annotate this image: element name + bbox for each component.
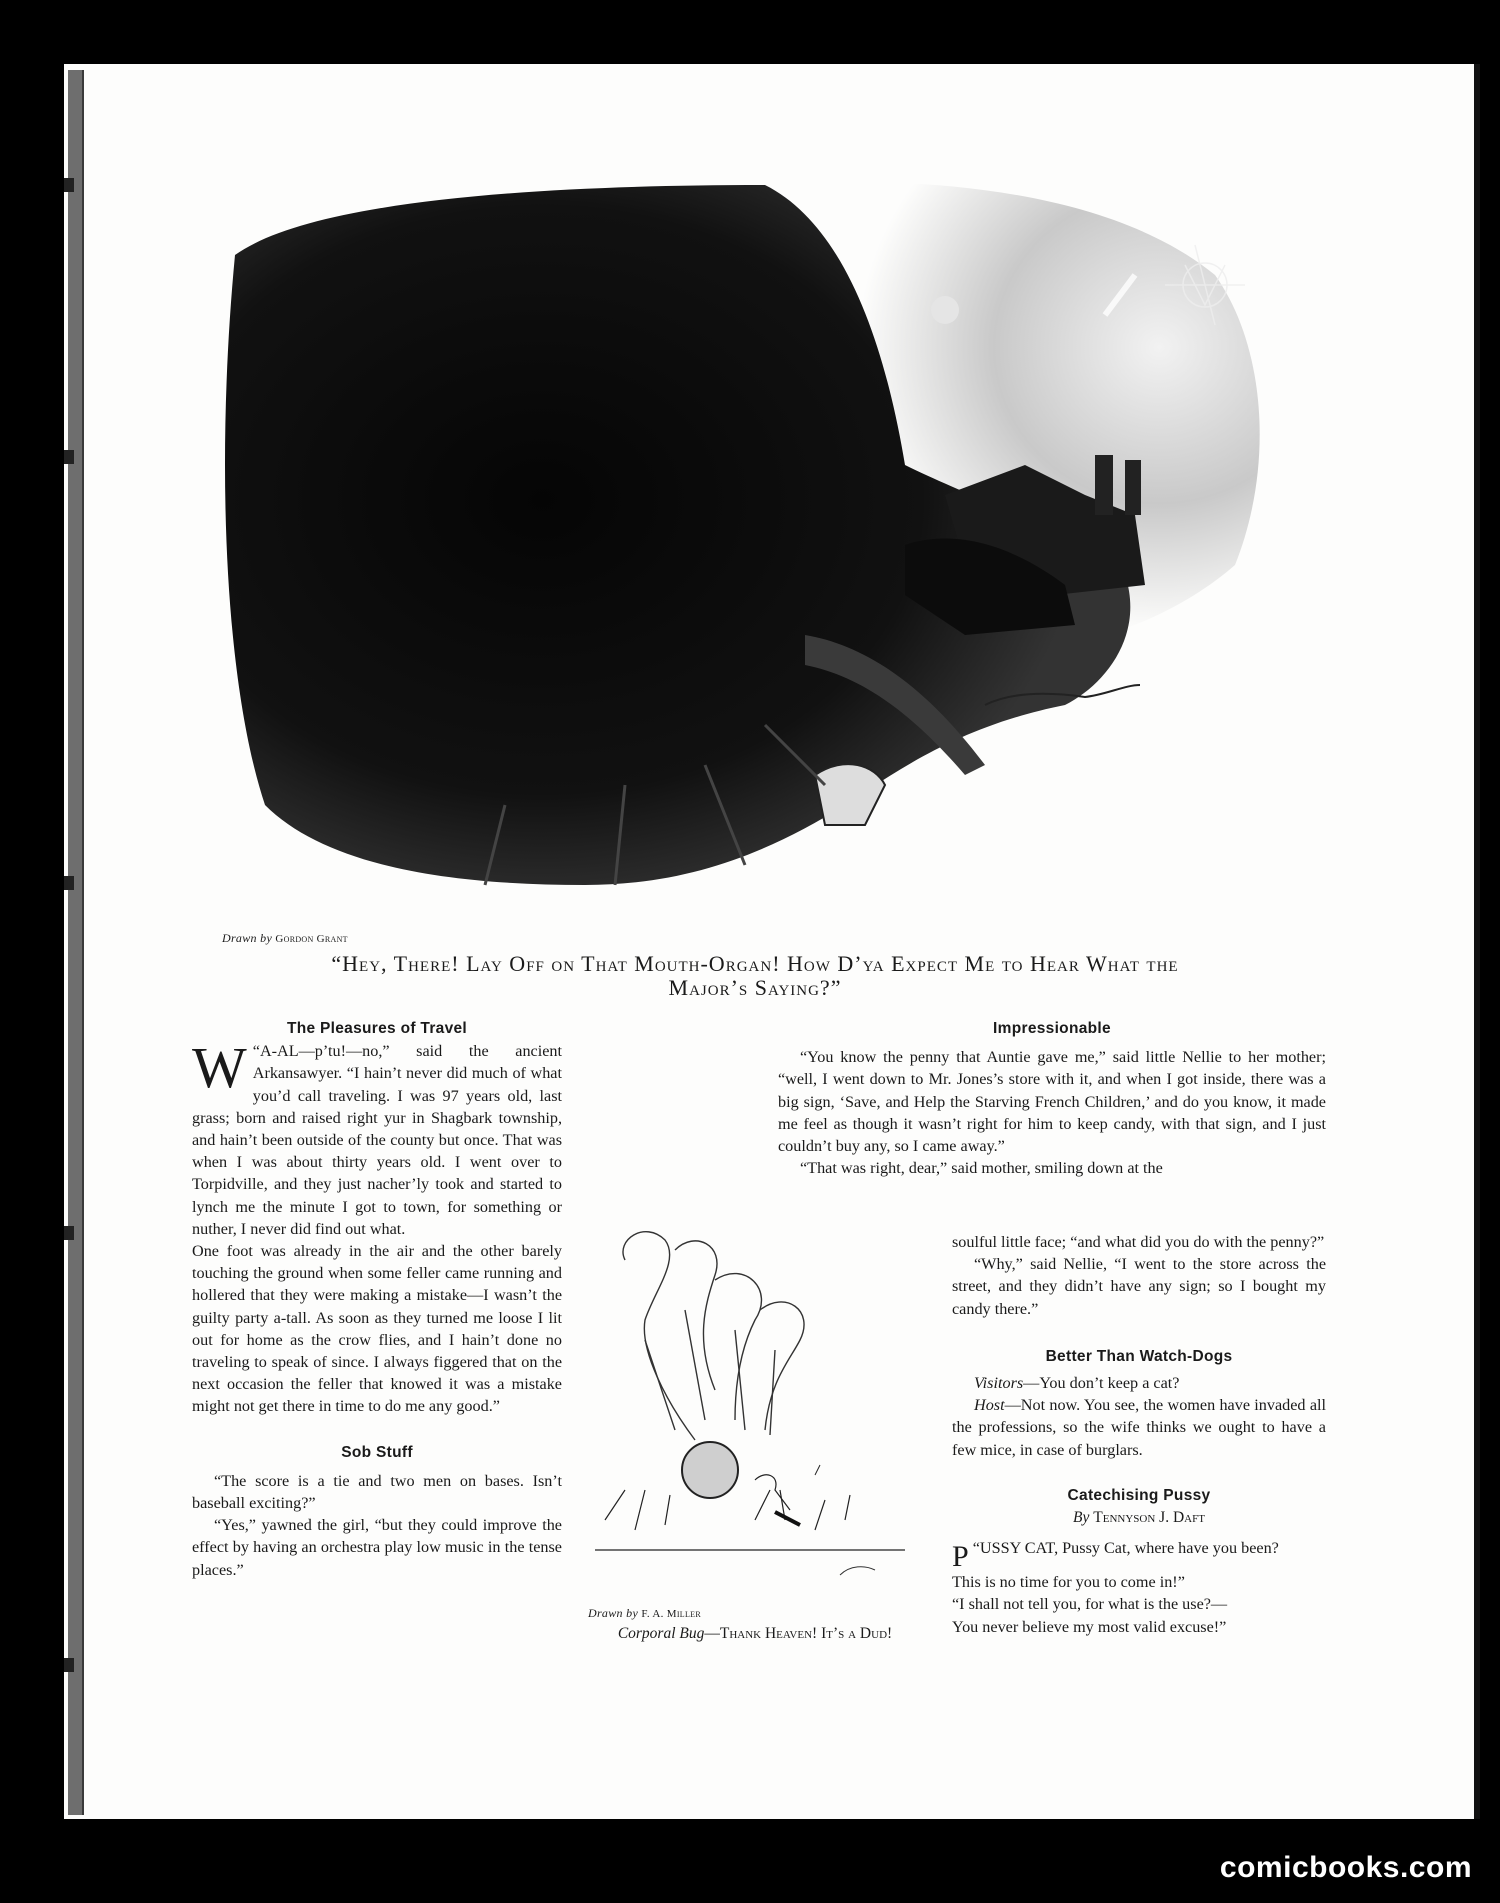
illustration-credit [222, 931, 348, 946]
article-title-impressionable: Impressionable [993, 1020, 1111, 1037]
binding-stitch [64, 876, 74, 890]
cartoon-credit [588, 1606, 701, 1621]
page-edge [1474, 64, 1480, 1819]
poem-line4: You never believe my most valid excuse!” [952, 1617, 1227, 1636]
golf-ball-shell [682, 1442, 738, 1498]
poem-line2: This is no time for you to come in!” [952, 1573, 1185, 1592]
binding-stitch [64, 178, 74, 192]
cartoon-speaker: Corporal Bug [617, 1625, 705, 1642]
impressionable-p1: “You know the penny that Auntie gave me,” said little Nellie to her mother; “well, I went down to Mr. Jones’s store with it, and when I got inside, there was a big sign, ‘Save, and Help the Starving French Children,’ and do you know, it made me feel as though it wasn’t right for him to keep candy, with that sign, and I just couldn’t buy any, so I came away.” [778, 1048, 1326, 1156]
left-column-lower [192, 1240, 562, 1581]
article-title-sob-stuff: Sob Stuff [341, 1443, 413, 1461]
sob-stuff-p2: “Yes,” yawned the girl, “but they could improve the effect by having an orchestra play low music in the tense places.” [192, 1516, 562, 1579]
watchdogs-line2: Host—Not now. You see, the women have invaded all the professions, so the wife thinks we ought to have a few mice, in case of burglars. [952, 1396, 1326, 1459]
article-title-watchdogs: Better Than Watch-Dogs [1045, 1347, 1233, 1365]
watchdogs-line1: Visitors—You don’t keep a cat? [974, 1374, 1180, 1393]
drop-cap: W [192, 1035, 247, 1101]
left-column [192, 1018, 562, 1240]
main-illustration [205, 165, 1305, 925]
poem-line3: “I shall not tell you, for what is the use?— [952, 1595, 1228, 1614]
impressionable-p2a: “That was right, dear,” said mother, smiling down at the [800, 1159, 1163, 1178]
byline: By Tennyson J. Daft [1073, 1509, 1205, 1527]
article-title-catechising-pussy: Catechising Pussy [1067, 1486, 1211, 1504]
binding-spine [68, 70, 84, 1815]
impressionable-p2b: soulful little face; “and what did you do with the penny?” [952, 1233, 1325, 1251]
cartoon-credit-artist: F. A. Miller [641, 1608, 702, 1620]
site-watermark: comicbooks.com [1219, 1851, 1472, 1884]
sob-stuff-p1: “The score is a tie and two men on bases. Isn’t baseball exciting?” [192, 1471, 562, 1513]
cartoon-credit-prefix: Drawn by [588, 1606, 639, 1620]
right-column-lower [952, 1231, 1326, 1638]
byline-author: Tennyson J. Daft [1093, 1509, 1205, 1527]
article-title-pleasures: The Pleasures of Travel [286, 1020, 468, 1037]
pleasures-paragraph-continued: One foot was already in the air and the other barely touching the ground when some feller came running and hollered that they were making a mistake—I wasn’t the guilty party a-tall. As soon as they turned me loose I lit out for home as the crow flies, and I hain’t done no traveling to speak of since. I always figgered that on the next occasion the feller that knowed it was a mistake might not get there in time to do me any good.” [192, 1242, 562, 1416]
credit-prefix: Drawn by [222, 931, 273, 945]
impressionable-p3: “Why,” said Nellie, “I went to the store across the street, and they didn’t have any sign; so I bought my candy there.” [952, 1255, 1326, 1318]
illustration-caption: “Hey, There! Lay Off on That Mouth-Organ! How D’ya Expect Me to Hear What the Major’s Saying?” [331, 951, 1179, 1000]
cartoon-illustration [585, 1220, 920, 1605]
right-column [778, 1018, 1326, 1179]
poem-line1: “ P USSY CAT, Pussy Cat, where have you been? [952, 1539, 1279, 1574]
poem-drop-cap: P [952, 1540, 969, 1574]
cartoon-caption-text: —Thank Heaven! It’s a Dud! [704, 1625, 893, 1642]
credit-artist: Gordon Grant [275, 933, 348, 945]
pleasures-paragraph: “ W A-AL—p’tu!—no,” said the ancient Arkansawyer. “I hain’t never did much of what you’d call traveling. I was 97 years old, last grass; born and raised right yur in Shagbark township, and hain’t been outside of the county but once. That was when I was about thirty years old. I went over to Torpidville, and they just nacher’ly took and started to lynch me the minute I got to town, for something or nuther, I never did find out what. [192, 1035, 562, 1238]
cartoon-caption [590, 1624, 920, 1643]
binding-stitch [64, 1226, 74, 1240]
binding-stitch [64, 450, 74, 464]
binding-stitch [64, 1658, 74, 1672]
